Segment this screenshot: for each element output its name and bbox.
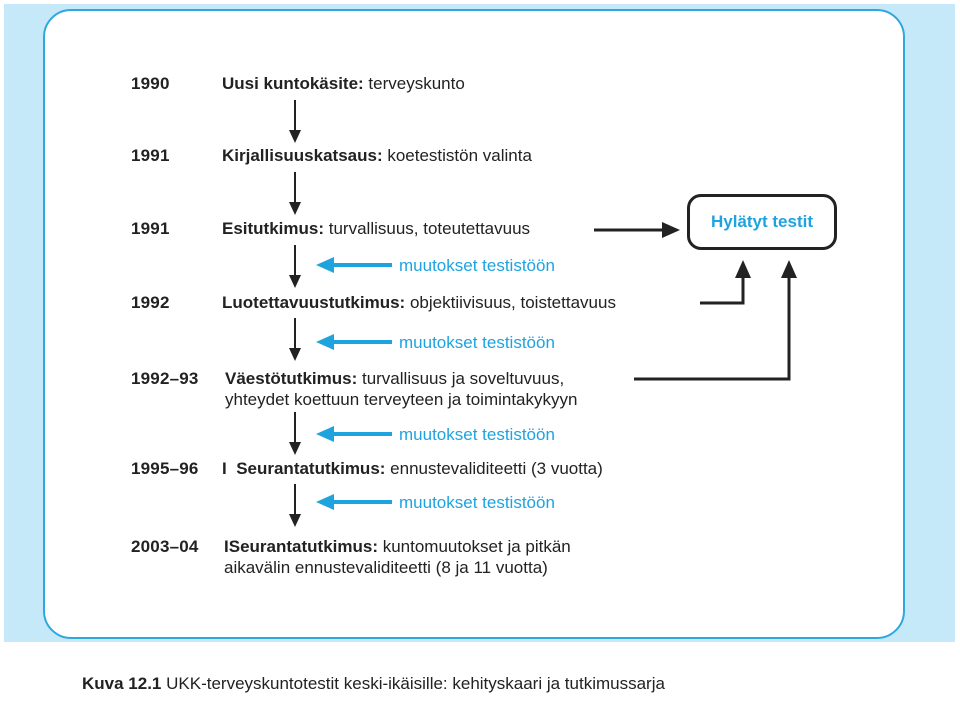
step-desc-2: koetestistön valinta bbox=[382, 146, 532, 165]
step-title-6: Seurantatutkimus: bbox=[236, 459, 386, 478]
change-arrow-3-head bbox=[316, 426, 334, 442]
step-title-4: Luotettavuustutkimus: bbox=[222, 293, 406, 312]
caption-prefix: Kuva 12.1 bbox=[82, 674, 162, 693]
down-arrow-2-head bbox=[289, 202, 301, 215]
step-desc-3: turvallisuus, toteutettavuus bbox=[324, 219, 531, 238]
rejection-arrow-luotettavuus bbox=[700, 276, 743, 303]
step-marker-6: I bbox=[222, 459, 227, 478]
change-label-1: muutokset testistöön bbox=[399, 256, 555, 275]
rejection-arrow-vaesto bbox=[634, 276, 789, 379]
rejected-tests-box bbox=[687, 194, 837, 250]
step-title-3: Esitutkimus: bbox=[222, 219, 325, 238]
figure-caption bbox=[82, 674, 665, 694]
step-desc-7: kuntomuutokset ja pitkän bbox=[377, 537, 571, 556]
step-desc-4: objektiivisuus, toistettavuus bbox=[405, 293, 616, 312]
step-title-5: Väestötutkimus: bbox=[225, 369, 358, 388]
year-1991-b: 1991 bbox=[131, 219, 170, 238]
step-text-3 bbox=[222, 219, 530, 239]
down-arrow-6-head bbox=[289, 514, 301, 527]
caption-text: UKK-terveyskuntotestit keski-ikäisille: kehityskaari ja tutkimussarja bbox=[161, 674, 665, 693]
rejection-arrow-esitutkimus-head bbox=[662, 222, 680, 238]
year-1992-93: 1992–93 bbox=[131, 369, 199, 388]
step-desc-5: turvallisuus ja soveltuvuus, bbox=[357, 369, 565, 388]
step-text-6 bbox=[222, 459, 603, 479]
step-text-5 bbox=[225, 369, 564, 389]
change-arrow-2-head bbox=[316, 334, 334, 350]
change-label-2: muutokset testistöön bbox=[399, 333, 555, 352]
step-title-2: Kirjallisuuskatsaus: bbox=[222, 146, 383, 165]
change-arrow-1-head bbox=[316, 257, 334, 273]
step-desc-6: ennustevaliditeetti (3 vuotta) bbox=[385, 459, 603, 478]
change-label-3: muutokset testistöön bbox=[399, 425, 555, 444]
rejection-arrow-vaesto-head bbox=[781, 260, 797, 278]
step-text-7 bbox=[224, 537, 571, 557]
change-arrow-4-head bbox=[316, 494, 334, 510]
year-1990: 1990 bbox=[131, 74, 170, 93]
down-arrow-5-head bbox=[289, 442, 301, 455]
rejected-tests-label: Hylätyt testit bbox=[710, 212, 814, 231]
step-text-7-line2: aikavälin ennustevaliditeetti (8 ja 11 vuotta) bbox=[224, 558, 548, 577]
year-1991-a: 1991 bbox=[131, 146, 170, 165]
step-text-5-line2: yhteydet koettuun terveyteen ja toimintakykyyn bbox=[225, 390, 578, 409]
step-text-1 bbox=[222, 74, 465, 94]
down-arrow-1-head bbox=[289, 130, 301, 143]
step-marker-7: I bbox=[224, 537, 229, 556]
year-1992: 1992 bbox=[131, 293, 170, 312]
step-desc-1: terveyskunto bbox=[363, 74, 465, 93]
rejection-arrow-luotettavuus-head bbox=[735, 260, 751, 278]
down-arrow-3-head bbox=[289, 275, 301, 288]
year-2003-04: 2003–04 bbox=[131, 537, 199, 556]
change-label-4: muutokset testistöön bbox=[399, 493, 555, 512]
step-text-2 bbox=[222, 146, 532, 166]
step-title-7: Seurantatutkimus: bbox=[228, 537, 378, 556]
year-1995-96: 1995–96 bbox=[131, 459, 199, 478]
down-arrow-4-head bbox=[289, 348, 301, 361]
step-text-4 bbox=[222, 293, 616, 313]
step-title-1: Uusi kuntokäsite: bbox=[222, 74, 364, 93]
